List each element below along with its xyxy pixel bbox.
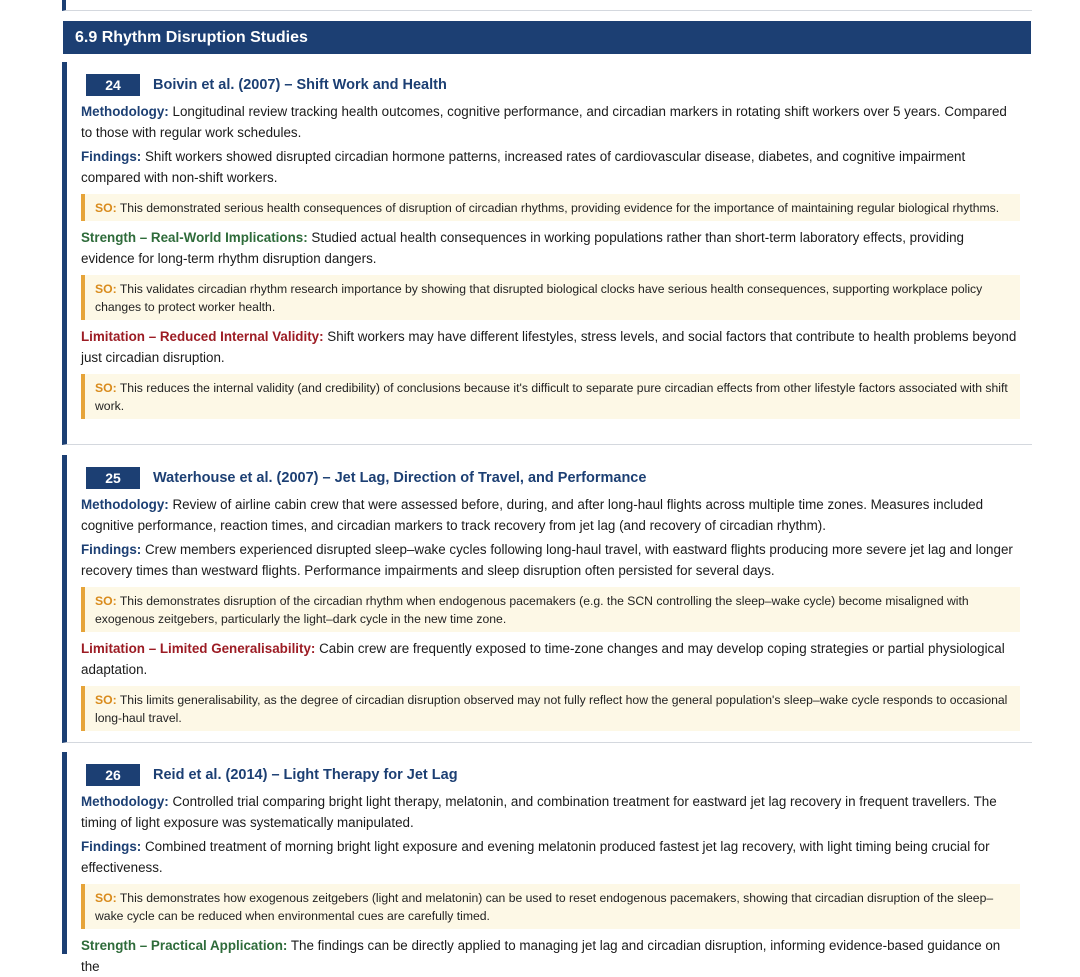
strength-text: The findings can be directly applied to managing jet lag and circadian disruption, informing evidence-based guidance on the xyxy=(81,938,1001,974)
strength-text: Studied actual health consequences in working populations rather than short-term laboratory effects, providing evidence for long-term rhythm disruption dangers. xyxy=(81,230,964,266)
study-title: Boivin et al. (2007) – Shift Work and Health xyxy=(153,76,447,93)
strength-label: Strength – Real-World Implications: xyxy=(81,230,308,245)
section-title: 6.9 Rhythm Disruption Studies xyxy=(75,29,308,46)
previous-section-end xyxy=(62,0,1032,11)
so-text: This validates circadian rhythm research importance by showing that disrupted biological clocks have serious health consequences, supporting workplace policy changes to protect worker health. xyxy=(95,282,983,314)
methodology-label: Methodology: xyxy=(81,497,169,512)
limitation-label: Limitation – Reduced Internal Validity: xyxy=(81,329,324,344)
limitation-text: Cabin crew are frequently exposed to time-zone changes and may develop coping strategies or partial physiological adaptation. xyxy=(81,641,1005,677)
methodology-paragraph xyxy=(81,102,1020,143)
so-label: SO: xyxy=(95,381,117,395)
findings-text: Combined treatment of morning bright light exposure and evening melatonin produced fastest jet lag recovery, with light timing being crucial for effectiveness. xyxy=(81,839,990,875)
findings-label: Findings: xyxy=(81,839,142,854)
study-card xyxy=(62,455,1032,743)
study-header xyxy=(81,74,1020,96)
so-callout xyxy=(81,374,1020,419)
study-card xyxy=(62,62,1032,445)
findings-paragraph xyxy=(81,147,1020,188)
limitation-label: Limitation – Limited Generalisability: xyxy=(81,641,316,656)
findings-paragraph xyxy=(81,540,1020,581)
strength-paragraph xyxy=(81,936,1020,977)
so-callout xyxy=(81,275,1020,320)
study-title: Reid et al. (2014) – Light Therapy for Jet Lag xyxy=(153,766,458,783)
study-header xyxy=(81,764,1020,786)
so-text: This reduces the internal validity (and credibility) of conclusions because it's difficult to separate pure circadian effects from other lifestyle factors associated with shift work. xyxy=(95,381,1008,413)
so-label: SO: xyxy=(95,891,117,905)
study-title: Waterhouse et al. (2007) – Jet Lag, Direction of Travel, and Performance xyxy=(153,469,647,486)
study-number-badge: 25 xyxy=(86,467,140,489)
so-label: SO: xyxy=(95,693,117,707)
limitation-text: Shift workers may have different lifestyles, stress levels, and social factors that contribute to health problems beyond just circadian disruption. xyxy=(81,329,1017,365)
findings-label: Findings: xyxy=(81,149,142,164)
methodology-text: Longitudinal review tracking health outcomes, cognitive performance, and circadian markers in rotating shift workers over 5 years. Compared to those with regular work schedules. xyxy=(81,104,1007,140)
methodology-label: Methodology: xyxy=(81,104,169,119)
so-callout xyxy=(81,587,1020,632)
findings-paragraph xyxy=(81,837,1020,878)
findings-label: Findings: xyxy=(81,542,142,557)
so-text: This demonstrates how exogenous zeitgebers (light and melatonin) can be used to reset endogenous pacemakers, showing that circadian disruption of the sleep–wake cycle can be reduced when environmental cues are carefully timed. xyxy=(95,891,994,923)
so-text: This demonstrates disruption of the circadian rhythm when endogenous pacemakers (e.g. the SCN controlling the sleep–wake cycle) become misaligned with exogenous zeitgebers, particularly the light–dark cycle in the new time zone. xyxy=(95,594,969,626)
so-label: SO: xyxy=(95,282,117,296)
study-card xyxy=(62,752,1032,974)
so-text: This demonstrated serious health consequences of disruption of circadian rhythms, providing evidence for the importance of maintaining regular biological rhythms. xyxy=(119,201,1000,215)
so-label: SO: xyxy=(95,594,117,608)
findings-text: Shift workers showed disrupted circadian hormone patterns, increased rates of cardiovascular disease, diabetes, and cognitive impairment compared with non-shift workers. xyxy=(81,149,966,185)
methodology-label: Methodology: xyxy=(81,794,169,809)
so-callout xyxy=(81,884,1020,929)
strength-paragraph xyxy=(81,228,1020,269)
strength-label: Strength – Practical Application: xyxy=(81,938,288,953)
section-header xyxy=(63,21,1031,54)
limitation-paragraph xyxy=(81,639,1020,680)
so-label: SO: xyxy=(95,201,117,215)
methodology-text: Controlled trial comparing bright light therapy, melatonin, and combination treatment for eastward jet lag recovery in frequent travellers. The timing of light exposure was systematically manipulated. xyxy=(81,794,997,830)
so-callout xyxy=(81,686,1020,731)
methodology-text: Review of airline cabin crew that were assessed before, during, and after long-haul flights across multiple time zones. Measures included cognitive performance, reaction times, and circadian markers to track recovery from jet lag (and recovery of circadian rhythm). xyxy=(81,497,984,533)
methodology-paragraph xyxy=(81,792,1020,833)
study-header xyxy=(81,467,1020,489)
findings-text: Crew members experienced disrupted sleep–wake cycles following long-haul travel, with eastward flights producing more severe jet lag and longer recovery times than westward flights. Performance impairments and sleep disruption often persisted for several days. xyxy=(81,542,1013,578)
methodology-paragraph xyxy=(81,495,1020,536)
study-number-badge: 26 xyxy=(86,764,140,786)
so-text: This limits generalisability, as the degree of circadian disruption observed may not fully reflect how the general population's sleep–wake cycle responds to occasional long-haul travel. xyxy=(95,693,1008,725)
so-callout xyxy=(81,194,1020,221)
study-number-badge: 24 xyxy=(86,74,140,96)
limitation-paragraph xyxy=(81,327,1020,368)
